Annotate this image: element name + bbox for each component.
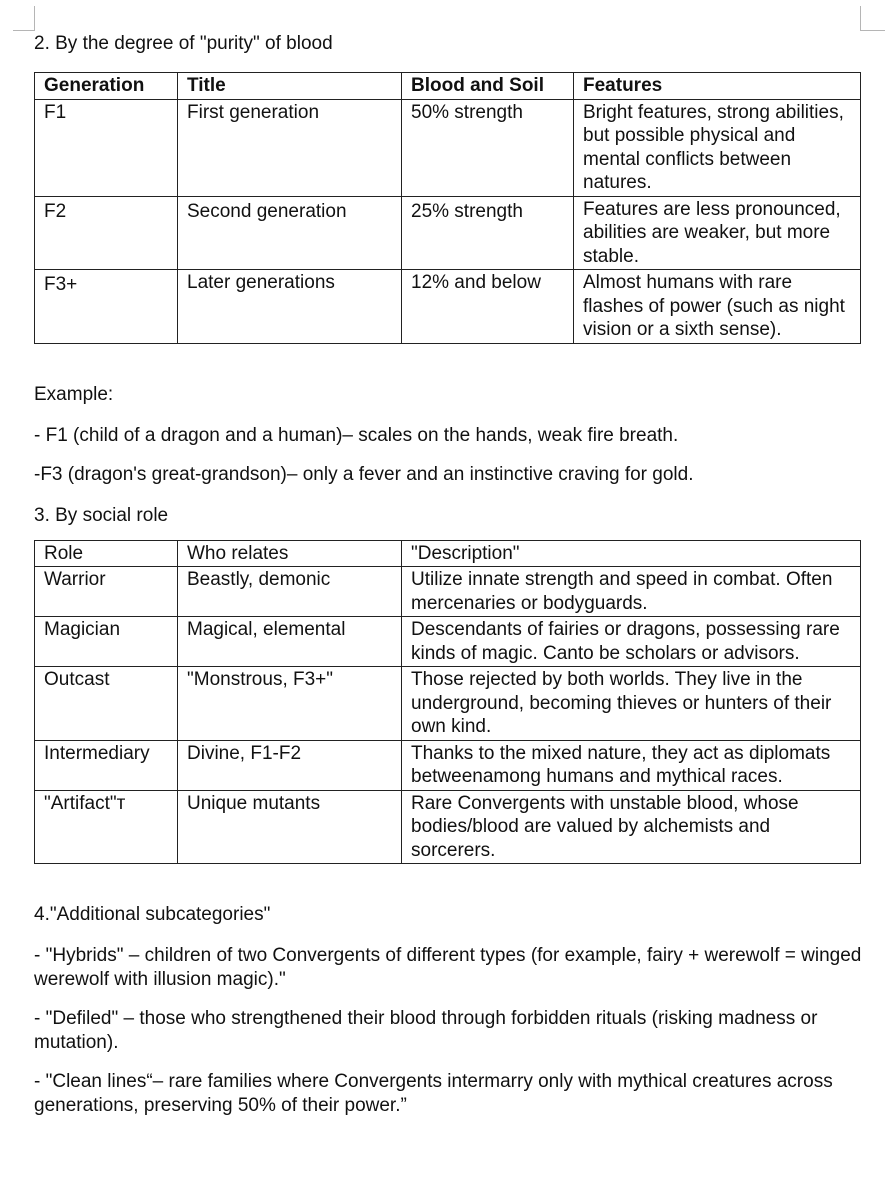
table-cell: Later generations (178, 270, 402, 344)
table-cell: Magical, elemental (178, 617, 402, 667)
table-cell: Thanks to the mixed nature, they act as diplomats betweenamong humans and mythical races. (402, 740, 861, 790)
table-cell: Almost humans with rare flashes of power (such as night vision or a sixth sense). (574, 270, 861, 344)
table-cell: Features are less pronounced, abilities are weaker, but more stable. (574, 196, 861, 270)
table-cell: Unique mutants (178, 790, 402, 864)
table-cell: Outcast (35, 667, 178, 741)
table-cell: Divine, F1-F2 (178, 740, 402, 790)
purity-table-header-row (35, 73, 861, 100)
table-row (35, 196, 861, 270)
table-cell: "Monstrous, F3+" (178, 667, 402, 741)
table-cell: "Artifact"т (35, 790, 178, 864)
table-cell: Those rejected by both worlds. They live in the underground, becoming thieves or hunters of their own kind. (402, 667, 861, 741)
subcategory-item: - "Defiled" – those who strengthened their blood through forbidden rituals (risking madness or mutation). (34, 1008, 818, 1053)
table-cell: 25% strength (402, 196, 574, 270)
table-cell: Rare Convergents with unstable blood, whose bodies/blood are valued by alchemists and sorcerers. (402, 790, 861, 864)
table-cell: Beastly, demonic (178, 567, 402, 617)
page-corner-mark-left (13, 6, 35, 31)
purity-table (34, 72, 861, 344)
purity-header-title: Title (178, 73, 402, 100)
table-row (35, 270, 861, 344)
social-header-description: "Description" (402, 540, 861, 567)
table-cell: F3+ (35, 270, 178, 344)
subcategory-item: - "Clean lines“– rare families where Convergents intermarry only with mythical creatures across generations, preserving 50% of their power.” (34, 1071, 833, 1116)
example-item: -F3 (dragon's great-grandson)– only a fever and an instinctive craving for gold. (34, 463, 694, 485)
subcategory-item: - "Hybrids" – children of two Convergents of different types (for example, fairy + werewolf = winged werewolf with illusion magic)." (34, 945, 862, 990)
table-row (35, 667, 861, 741)
purity-header-features: Features (574, 73, 861, 100)
document-page (34, 32, 864, 1118)
table-row (35, 740, 861, 790)
table-cell: Magician (35, 617, 178, 667)
table-cell: 12% and below (402, 270, 574, 344)
table-cell: Warrior (35, 567, 178, 617)
table-cell: F2 (35, 196, 178, 270)
table-cell: F1 (35, 99, 178, 196)
section-2-heading: 2. By the degree of "purity" of blood (34, 33, 333, 54)
example-item: - F1 (child of a dragon and a human)– scales on the hands, weak fire breath. (34, 424, 679, 446)
table-cell: First generation (178, 99, 402, 196)
table-cell: Utilize innate strength and speed in combat. Often mercenaries or bodyguards. (402, 567, 861, 617)
purity-header-blood: Blood and Soil (402, 73, 574, 100)
social-header-role: Role (35, 540, 178, 567)
table-row (35, 99, 861, 196)
example-label: Example: (34, 383, 114, 405)
social-table-header-row (35, 540, 861, 567)
section-3-heading: 3. By social role (34, 504, 169, 526)
page-corner-mark-right (860, 6, 885, 31)
table-row (35, 567, 861, 617)
table-cell: Descendants of fairies or dragons, possessing rare kinds of magic. Canto be scholars or advisors. (402, 617, 861, 667)
section-4-heading: 4."Additional subcategories" (34, 904, 271, 925)
table-cell: Intermediary (35, 740, 178, 790)
table-cell: 50% strength (402, 99, 574, 196)
social-header-who-relates: Who relates (178, 540, 402, 567)
table-cell: Bright features, strong abilities, but possible physical and mental conflicts between natures. (574, 99, 861, 196)
purity-header-generation: Generation (35, 73, 178, 100)
social-role-table (34, 540, 861, 865)
table-row (35, 617, 861, 667)
table-row (35, 790, 861, 864)
table-cell: Second generation (178, 196, 402, 270)
